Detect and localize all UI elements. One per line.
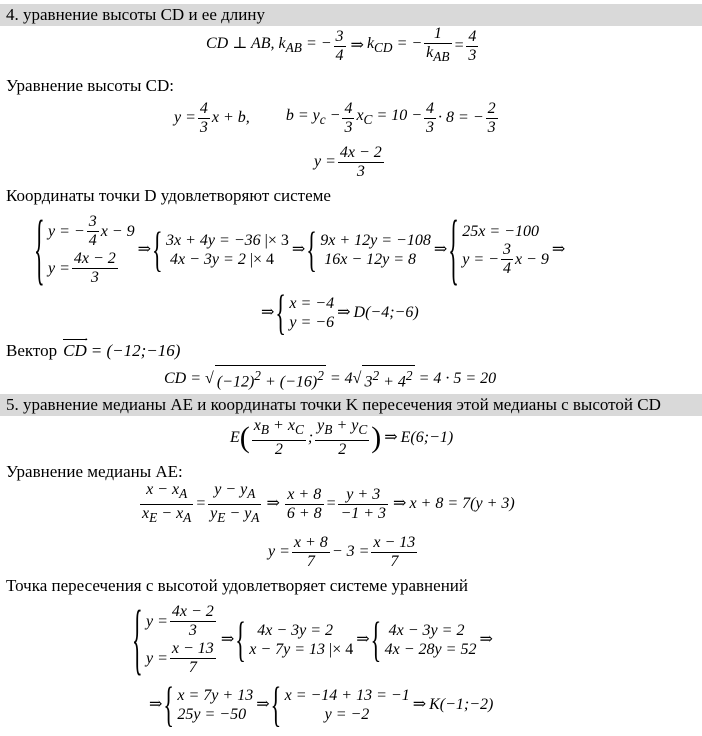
vector-cd-value: = (−12;−16) [90,341,181,360]
point-d-solution: ⇒ { x = −4 y = −6 ⇒ D(−4;−6) [258,292,419,334]
height-equation-simplified: y = $\frac{4x - 2}{3}$ [314,143,382,180]
median-equation-label: Уравнение медианы AE: [6,462,183,481]
vector-cd-symbol: CD → [63,341,87,361]
median-equation: $\frac{x - x_A}{x_E - x_A}$ = $\frac{y - y_A}{y_E - y_A}$ ⇒ $\frac{x + 8}{6 + 8}$ = $\frac{y + 3}{-1 + 3}$ ⇒ x + 8 = 7(y + 3) [142,481,515,525]
system-for-point-d: { y = − $\frac{3}{4}$ x − 9 y = $\frac{4x - 2}{3}$ ⇒ { 3x + 4y = −36 |× 3 4x − 3y = 2 |× 4 ⇒ { 9x + 12y = −108 16x − 12y = 8 ⇒ { 25x = −100 y = − $\frac{3}{4}$ x − 9 ⇒ [36,208,568,292]
perpendicular-slope-equation: CD ⊥ AB, $k_{AB}$ = − $\frac{3}{4}$ ⇒ $k_{CD}$ = − $\frac{1}{k_{AB}}$ = $\frac{4}{3}$ [206,25,477,65]
point-d-coordinates-label: Координаты точки D удовлетворяют системе [6,186,331,205]
system-for-point-k: { y = $\frac{4x - 2}{3}$ y = $\frac{x - 13}{7}$ ⇒ { 4x − 3y = 2 x − 7y = 13 |× 4 ⇒ { 4x − 3y = 2 4x − 28y = 52 ⇒ [134,596,496,684]
intersection-label: Точка пересечения с высотой удовлетворяет системе уравнений [6,576,468,595]
midpoint-e-equation: E ( $\frac{x_B + x_C}{2}$ ; $\frac{y_B + y_C}{2}$ ) ⇒ E(6;−1) [230,417,454,458]
section-4-header: 4. уравнение высоты CD и ее длину [0,4,702,26]
cd-length-equation: CD = √ $(-12)^2 + (-16)^2$ = 4√ $3^2 + 4^2$ = 4 · 5 = 20 [164,368,496,390]
height-equation-label: Уравнение высоты CD: [6,76,174,95]
height-equation: y = $\frac{4}{3}$ x + b, $b = y_c$ − $\frac{4}{3}$ $x_C = 10$ − $\frac{4}{3}$ · 8 = − $\frac{2}{3}$ [174,99,496,136]
vector-label: Вектор [6,341,58,360]
section-5-header: 5. уравнение медианы AE и координаты точки K пересечения этой медианы с высотой CD [0,394,702,416]
point-k-solution: ⇒ { x = 7y + 13 25y = −50 ⇒ { x = −14 + 13 = −1 y = −2 ⇒ K(−1;−2) [146,684,493,726]
median-equation-simplified: y = $\frac{x + 8}{7}$ − 3 = $\frac{x - 13}{7}$ [268,533,416,570]
vector-cd-line [6,340,180,362]
